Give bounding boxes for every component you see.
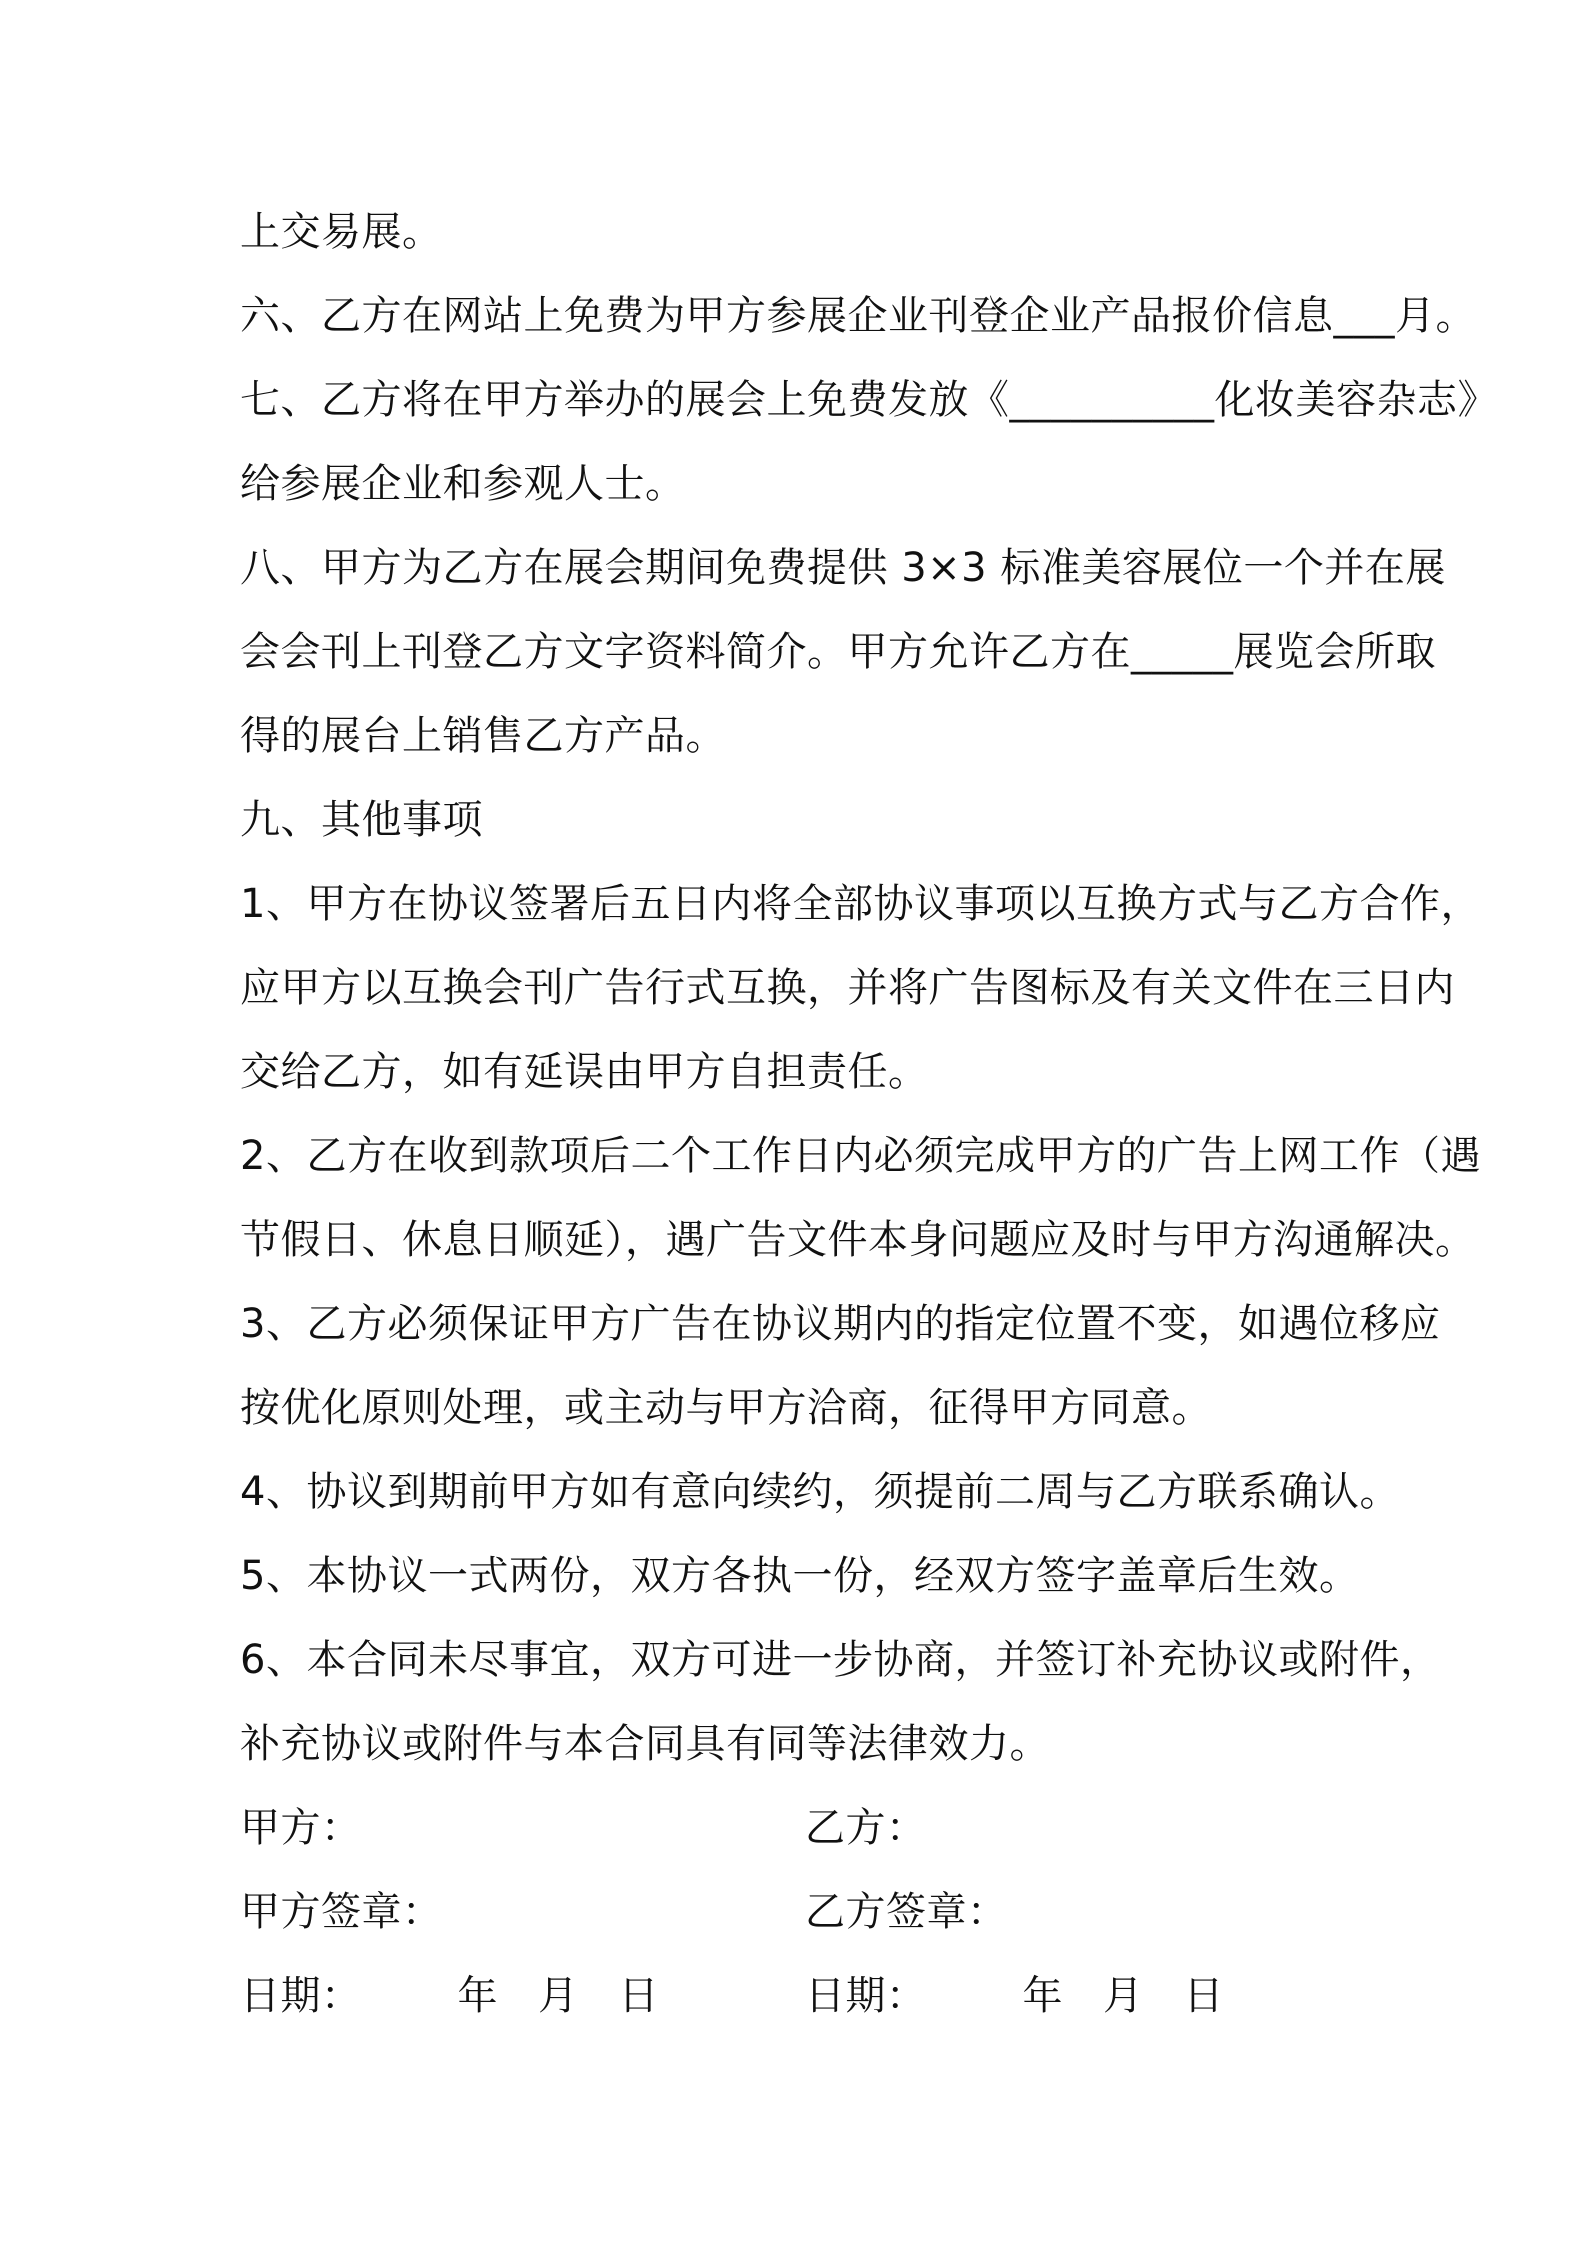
- party-a-seal-label: 甲方签章：: [240, 1889, 443, 1935]
- month-label: 月: [1103, 1973, 1144, 2019]
- day-label: 日: [1183, 1973, 1224, 2019]
- signature-date-row: [240, 1954, 1380, 2038]
- party-a-label: 甲方：: [240, 1805, 362, 1851]
- paragraph-line: 按优化原则处理，或主动与甲方洽商，征得甲方同意。: [240, 1385, 1212, 1431]
- paragraph-line: 上交易展。: [240, 209, 443, 255]
- date-label: 日期：: [240, 1973, 362, 2019]
- document-body: [240, 190, 1498, 2038]
- paragraph-line: 八、甲方为乙方在展会期间免费提供 3×3 标准美容展位一个并在展: [240, 545, 1446, 591]
- paragraph-line: 节假日、休息日顺延），遇广告文件本身问题应及时与甲方沟通解决。: [240, 1217, 1476, 1263]
- paragraph-line: 七、乙方将在甲方举办的展会上免费发放《__________化妆美容杂志》: [240, 377, 1498, 423]
- day-label: 日: [618, 1973, 659, 2019]
- paragraph-line: 会会刊上刊登乙方文字资料简介。甲方允许乙方在_____展览会所取: [240, 629, 1436, 675]
- paragraph-line: 给参展企业和参观人士。: [240, 461, 686, 507]
- paragraph-line: 3、乙方必须保证甲方广告在协议期内的指定位置不变，如遇位移应: [240, 1301, 1441, 1347]
- paragraph-line: 5、本协议一式两份，双方各执一份，经双方签字盖章后生效。: [240, 1553, 1360, 1599]
- party-a-date: [240, 1954, 659, 2038]
- year-label: 年: [1022, 1973, 1063, 2019]
- party-b-seal-label: 乙方签章：: [805, 1889, 1008, 1935]
- date-label: 日期：: [805, 1973, 927, 2019]
- paragraph-line: 六、乙方在网站上免费为甲方参展企业刊登企业产品报价信息___月。: [240, 293, 1476, 339]
- party-b-label: 乙方：: [805, 1805, 927, 1851]
- party-b-date: [805, 1954, 1224, 2038]
- paragraph-line: 补充协议或附件与本合同具有同等法律效力。: [240, 1721, 1050, 1767]
- month-label: 月: [538, 1973, 579, 2019]
- signature-party-row: [240, 1786, 1380, 1870]
- paragraph-line: 6、本合同未尽事宜，双方可进一步协商，并签订补充协议或附件，: [240, 1637, 1441, 1683]
- paragraph-line: 4、协议到期前甲方如有意向续约，须提前二周与乙方联系确认。: [240, 1469, 1400, 1515]
- section-heading: 九、其他事项: [240, 797, 483, 843]
- paragraph-line: 2、乙方在收到款项后二个工作日内必须完成甲方的广告上网工作（遇: [240, 1133, 1481, 1179]
- paragraph-line: 1、甲方在协议签署后五日内将全部协议事项以互换方式与乙方合作，: [240, 881, 1481, 927]
- paragraph-line: 交给乙方，如有延误由甲方自担责任。: [240, 1049, 929, 1095]
- signature-seal-row: [240, 1870, 1380, 1954]
- year-label: 年: [457, 1973, 498, 2019]
- paragraph-line: 应甲方以互换会刊广告行式互换，并将广告图标及有关文件在三日内: [240, 965, 1455, 1011]
- paragraph-line: 得的展台上销售乙方产品。: [240, 713, 726, 759]
